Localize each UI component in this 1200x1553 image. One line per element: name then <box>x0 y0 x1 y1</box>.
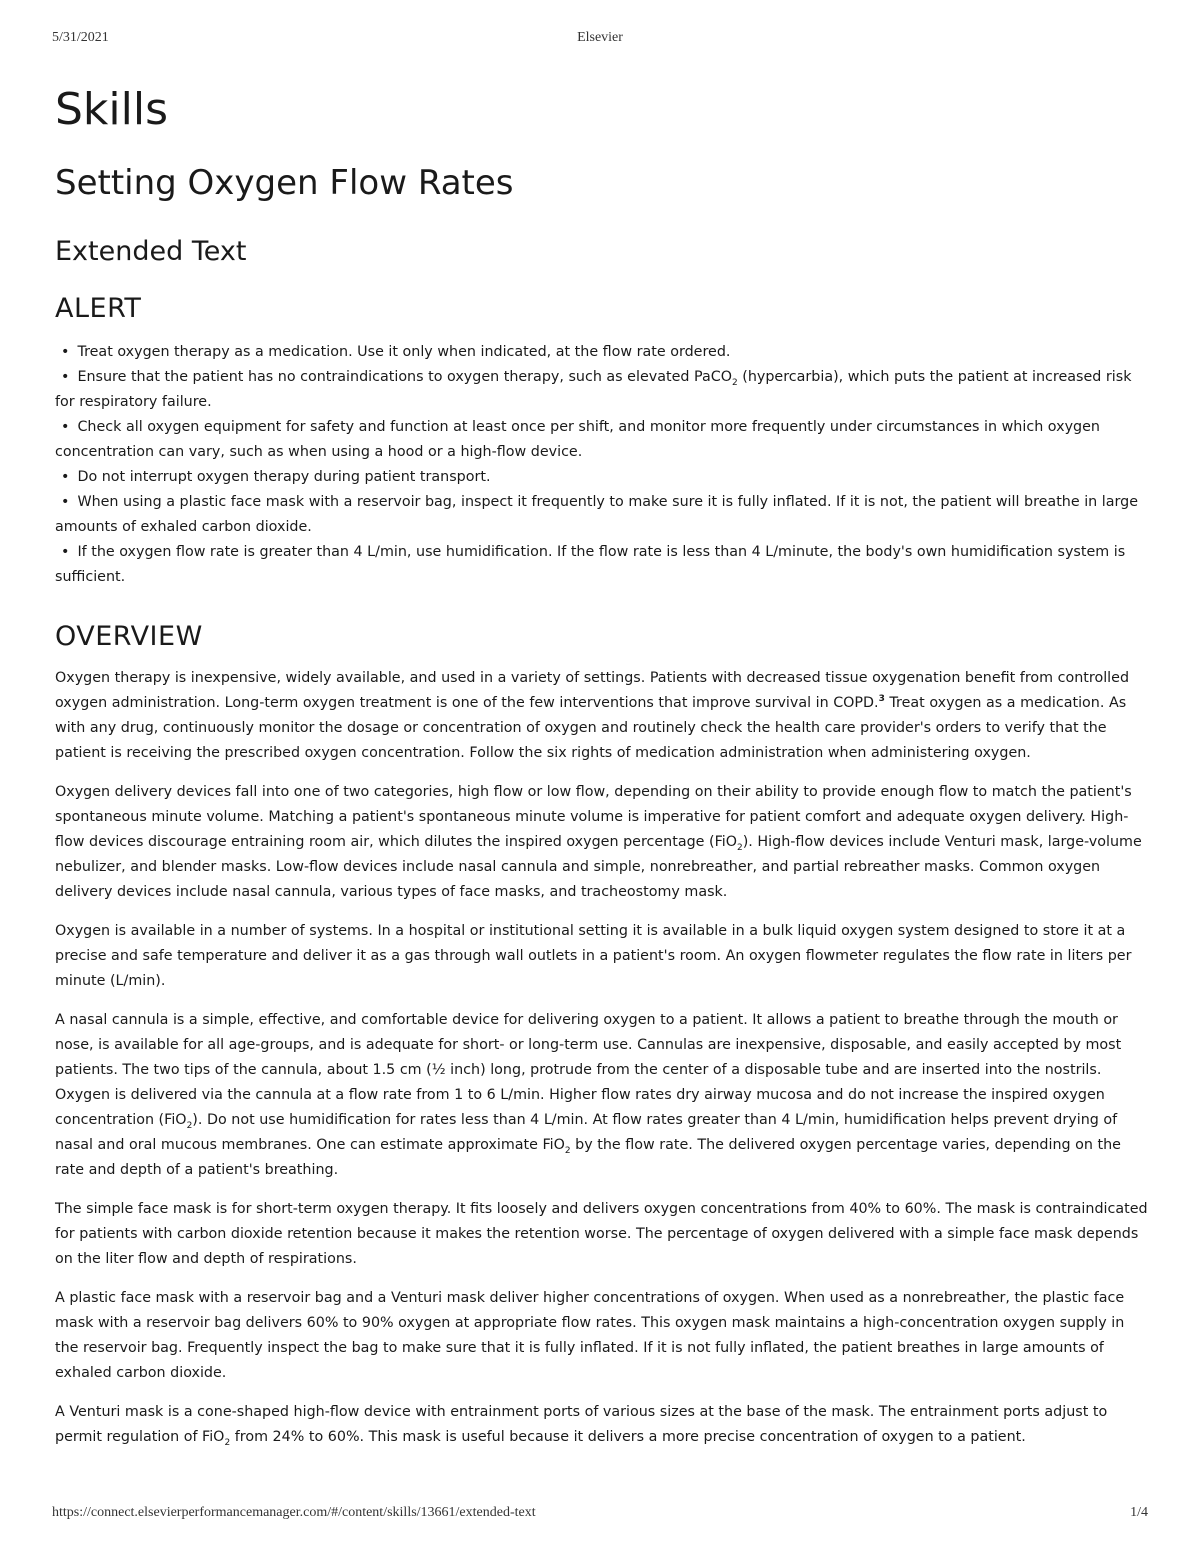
document-body <box>55 78 1150 1464</box>
page-title: Setting Oxygen Flow Rates <box>55 163 514 203</box>
overview-paragraph: Oxygen delivery devices fall into one of two categories, high flow or low flow, depending on their ability to provide enough flow to match the patient's spontaneous minute volume. Matching a patient's spontaneous minute volume is imperative for patient comfort and adequate oxygen delivery. High-flow devices discourage entraining room air, which dilutes the inspired oxygen percentage (FiO$_2$). High-flow devices include Venturi mask, large-volume nebulizer, and blender masks. Low-flow devices include nasal cannula and simple, nonrebreather, and partial rebreather masks. Common oxygen delivery devices include nasal cannula, various types of face masks, and tracheostomy mask. <box>55 784 1142 900</box>
alert-item: • Ensure that the patient has no contraindications to oxygen therapy, such as elevated PaCO$_2$ (hypercarbia), which puts the patient at increased risk for respiratory failure. <box>55 365 1150 415</box>
page-subtitle: Extended Text <box>55 236 247 267</box>
print-header <box>52 30 1148 50</box>
overview-paragraph: Oxygen is available in a number of systems. In a hospital or institutional setting it is available in a bulk liquid oxygen system designed to store it at a precise and safe temperature and deliver it as a gas through wall outlets in a patient's room. An oxygen flowmeter regulates the flow rate in liters per minute (L/min). <box>55 923 1132 989</box>
overview-heading: OVERVIEW <box>55 621 203 652</box>
overview-paragraph: Oxygen therapy is inexpensive, widely available, and used in a variety of settings. Patients with decreased tissue oxygenation benefit from controlled oxygen administration. Long-term oxygen treatment is one of the few interventions that improve survival in COPD.$^3$ Treat oxygen as a medication. As with any drug, continuously monitor the dosage or concentration of oxygen and routinely check the health care provider's orders to verify that the patient is receiving the prescribed oxygen concentration. Follow the six rights of medication administration when administering oxygen. <box>55 670 1130 761</box>
overview-paragraph: A plastic face mask with a reservoir bag and a Venturi mask deliver higher concentrations of oxygen. When used as a nonrebreather, the plastic face mask with a reservoir bag delivers 60% to 90% oxygen at appropriate flow rates. This oxygen mask maintains a high-concentration oxygen supply in the reservoir bag. Frequently inspect the bag to make sure that it is fully inflated. If it is not fully inflated, the patient breathes in large amounts of exhaled carbon dioxide. <box>55 1290 1125 1381</box>
alert-item: • When using a plastic face mask with a reservoir bag, inspect it frequently to make sure it is fully inflated. If it is not, the patient will breathe in large amounts of exhaled carbon dioxide. <box>55 490 1150 540</box>
alert-item: • If the oxygen flow rate is greater than 4 L/min, use humidification. If the flow rate is less than 4 L/minute, the body's own humidification system is sufficient. <box>55 540 1150 590</box>
print-site-name: Elsevier <box>577 30 623 45</box>
alert-heading: ALERT <box>55 293 142 324</box>
alert-item: • Check all oxygen equipment for safety and function at least once per shift, and monitor more frequently under circumstances in which oxygen concentration can vary, such as when using a hood or a high-flow device. <box>55 415 1150 465</box>
category-heading: Skills <box>55 84 169 135</box>
page-url[interactable]: https://connect.elsevierperformancemanager.com/#/content/skills/13661/extended-text <box>52 1505 536 1520</box>
overview-paragraph: A nasal cannula is a simple, effective, and comfortable device for delivering oxygen to a patient. It allows a patient to breathe through the mouth or nose, is available for all age-groups, and is adequate for short- or long-term use. Cannulas are inexpensive, disposable, and easily accepted by most patients. The two tips of the cannula, about 1.5 cm (½ inch) long, protrude from the center of a disposable tube and are inserted into the nostrils. Oxygen is delivered via the cannula at a flow rate from 1 to 6 L/min. Higher flow rates dry airway mucosa and do not increase the inspired oxygen concentration (FiO$_2$). Do not use humidification for rates less than 4 L/min. At flow rates greater than 4 L/min, humidification helps prevent drying of nasal and oral mucous membranes. One can estimate approximate FiO$_2$ by the flow rate. The delivered oxygen percentage varies, depending on the rate and depth of a patient's breathing. <box>55 1012 1122 1178</box>
print-footer <box>52 1505 1148 1525</box>
print-date: 5/31/2021 <box>52 30 109 45</box>
overview-paragraph: The simple face mask is for short-term oxygen therapy. It fits loosely and delivers oxygen concentrations from 40% to 60%. The mask is contraindicated for patients with carbon dioxide retention because it makes the retention worse. The percentage of oxygen delivered with a simple face mask depends on the liter flow and depth of respirations. <box>55 1201 1148 1267</box>
overview-paragraph: A Venturi mask is a cone-shaped high-flow device with entrainment ports of various sizes at the base of the mask. The entrainment ports adjust to permit regulation of FiO$_2$ from 24% to 60%. This mask is useful because it delivers a more precise concentration of oxygen to a patient. <box>55 1404 1108 1448</box>
alert-item: • Do not interrupt oxygen therapy during patient transport. <box>55 465 1150 490</box>
reference-link[interactable]: 3 <box>878 694 885 705</box>
page-number: 1/4 <box>1130 1505 1148 1520</box>
alert-list <box>55 340 1150 590</box>
alert-item: • Treat oxygen therapy as a medication. Use it only when indicated, at the flow rate ordered. <box>55 340 1150 365</box>
